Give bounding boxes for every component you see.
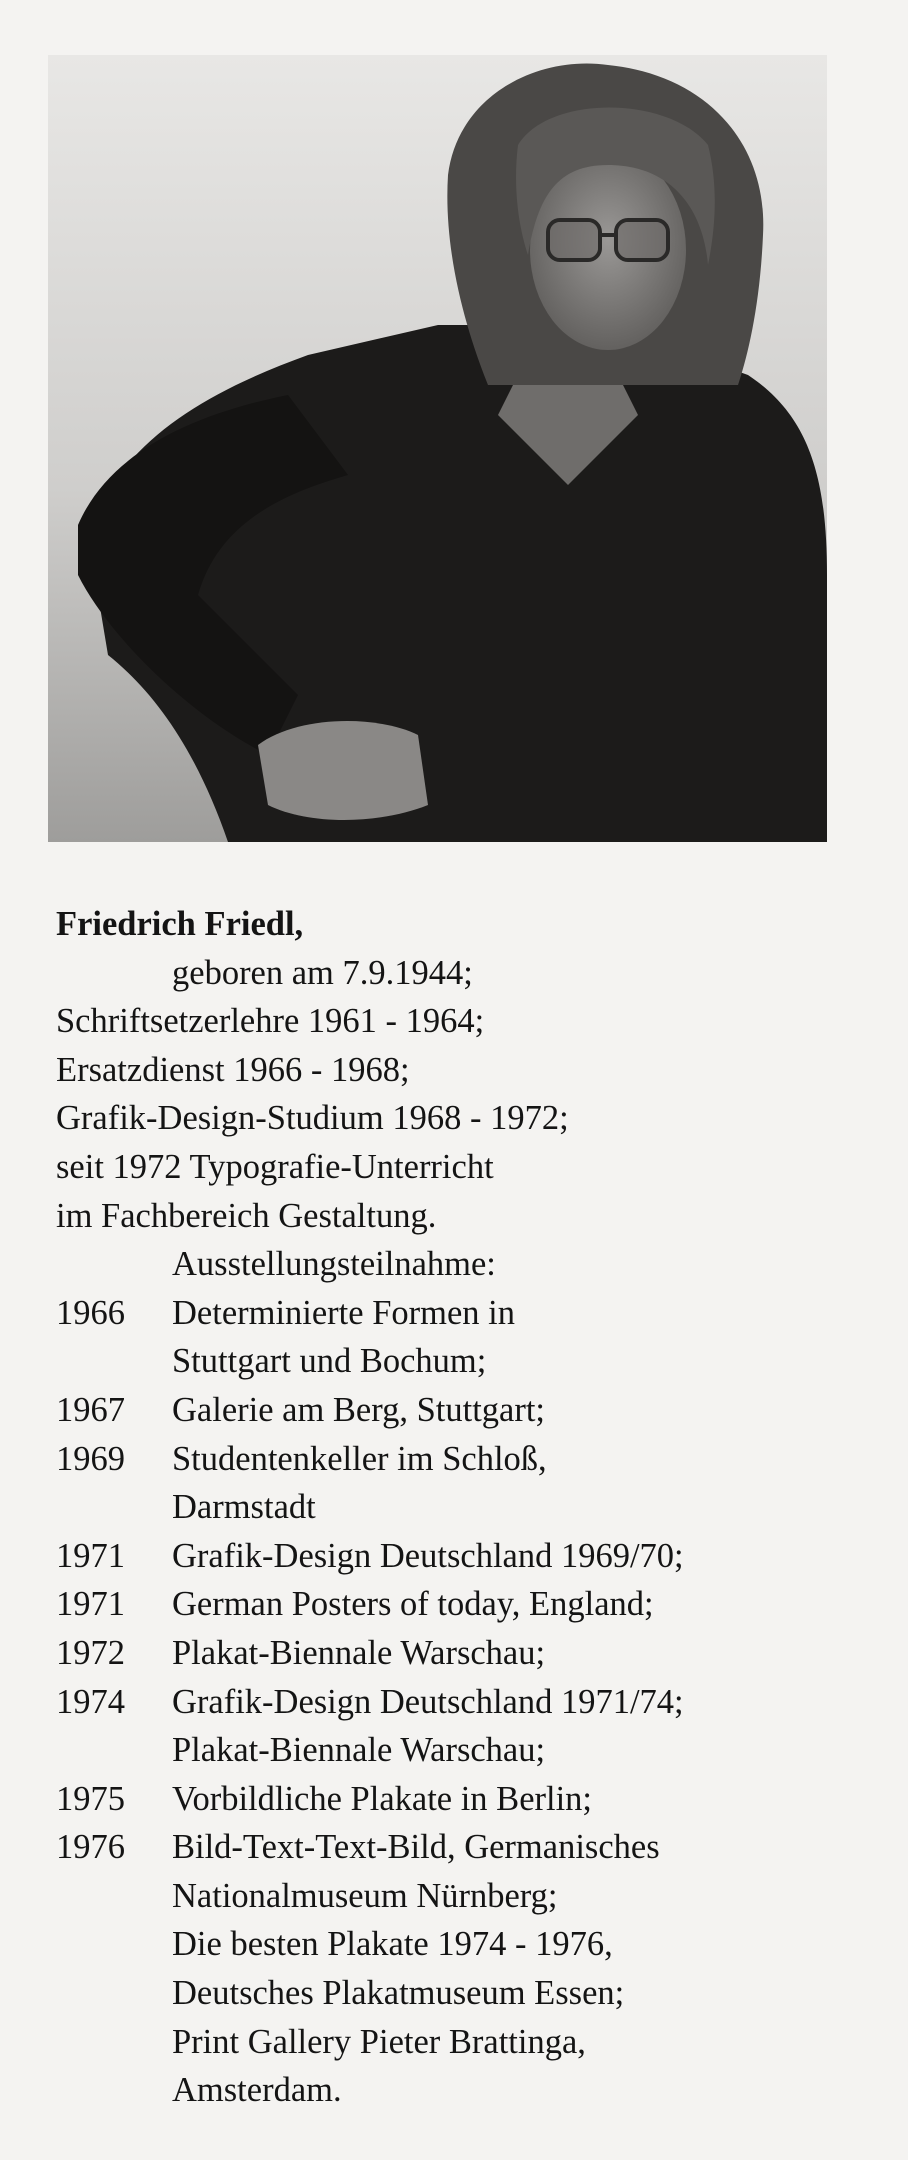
exhibition-list <box>56 1289 846 2115</box>
exhibition-year: 1971 <box>56 1585 125 1624</box>
exhibition-text: Plakat-Biennale Warschau; <box>172 1633 546 1672</box>
exhibition-row <box>56 1289 846 1338</box>
exhibition-row <box>56 1920 846 1969</box>
exhibition-year: 1976 <box>56 1828 125 1867</box>
exhibition-row <box>56 1775 846 1824</box>
exhibition-row <box>56 2066 846 2115</box>
bio-intro <box>56 900 846 1289</box>
exhibition-text: Vorbildliche Plakate in Berlin; <box>172 1779 592 1818</box>
exhibition-row <box>56 1337 846 1386</box>
exhibition-text: Grafik-Design Deutschland 1971/74; <box>172 1682 684 1721</box>
exhibition-row <box>56 1532 846 1581</box>
exhibition-row <box>56 2018 846 2067</box>
exhibition-text: Grafik-Design Deutschland 1969/70; <box>172 1536 684 1575</box>
exhibition-row <box>56 1580 846 1629</box>
bio-line: geboren am 7.9.1944; <box>172 953 473 992</box>
biography-text <box>56 900 846 2115</box>
exhibition-row <box>56 1435 846 1484</box>
exhibition-text: Plakat-Biennale Warschau; <box>172 1731 546 1770</box>
exhibition-text: Nationalmuseum Nürnberg; <box>172 1876 558 1915</box>
exhibition-text: German Posters of today, England; <box>172 1585 654 1624</box>
exhibition-text: Darmstadt <box>172 1488 316 1527</box>
exhibition-row <box>56 1483 846 1532</box>
exhibition-text: Deutsches Plakatmuseum Essen; <box>172 1974 625 2013</box>
exhibition-text: Determinierte Formen in <box>172 1293 515 1332</box>
portrait-photo <box>48 55 827 842</box>
bio-line: Grafik-Design-Studium 1968 - 1972; <box>56 1099 569 1138</box>
bio-line: Schriftsetzerlehre 1961 - 1964; <box>56 1002 485 1041</box>
exhibition-year: 1969 <box>56 1439 125 1478</box>
bio-line: seit 1972 Typografie-Unterricht <box>56 1147 494 1186</box>
exhibition-text: Print Gallery Pieter Brattinga, <box>172 2022 586 2061</box>
person-name: Friedrich Friedl, <box>56 905 304 943</box>
exhibition-row <box>56 1726 846 1775</box>
exhibition-text: Stuttgart und Bochum; <box>172 1342 487 1381</box>
exhibition-row <box>56 1386 846 1435</box>
exhibition-text: Studentenkeller im Schloß, <box>172 1439 547 1478</box>
exhibition-year: 1967 <box>56 1390 125 1429</box>
exhibition-row <box>56 1678 846 1727</box>
bio-line: Ausstellungsteilnahme: <box>172 1245 496 1284</box>
exhibition-row <box>56 1629 846 1678</box>
exhibition-text: Bild-Text-Text-Bild, Germanisches <box>172 1828 660 1867</box>
exhibition-text: Die besten Plakate 1974 - 1976, <box>172 1925 613 1964</box>
portrait-illustration <box>48 55 827 842</box>
exhibition-row <box>56 1872 846 1921</box>
exhibition-row <box>56 1823 846 1872</box>
exhibition-text: Amsterdam. <box>172 2071 342 2110</box>
exhibition-year: 1975 <box>56 1779 125 1818</box>
exhibition-row <box>56 1969 846 2018</box>
bio-line: Ersatzdienst 1966 - 1968; <box>56 1050 410 1089</box>
exhibition-text: Galerie am Berg, Stuttgart; <box>172 1390 546 1429</box>
exhibition-year: 1972 <box>56 1633 125 1672</box>
exhibition-year: 1966 <box>56 1293 125 1332</box>
bio-line: im Fachbereich Gestaltung. <box>56 1196 437 1235</box>
exhibition-year: 1971 <box>56 1536 125 1575</box>
exhibition-year: 1974 <box>56 1682 125 1721</box>
